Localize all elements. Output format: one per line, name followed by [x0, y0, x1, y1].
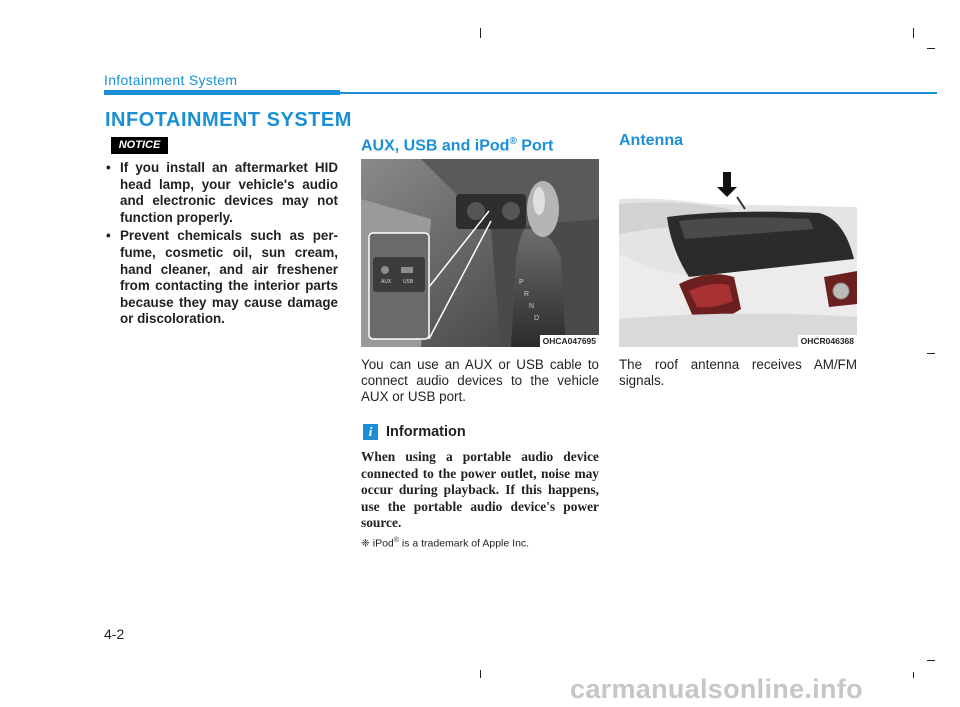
antenna-body-text: The roof antenna receives AM/FM signals. — [619, 357, 857, 388]
ipod-footnote — [361, 537, 529, 550]
footnote-mark: ❈ — [361, 537, 370, 550]
photo-code: OHCA047695 — [540, 335, 599, 347]
notice-badge: NOTICE — [111, 137, 168, 154]
crop-mark — [913, 672, 914, 678]
running-head: Infotainment System — [104, 72, 238, 88]
crop-mark — [927, 660, 935, 661]
gear-label: N — [529, 303, 535, 310]
gear-label: R — [524, 291, 530, 298]
aux-usb-heading — [361, 136, 553, 155]
gear-label: P — [519, 279, 524, 286]
crop-mark — [927, 48, 935, 49]
car-rear-photo — [619, 159, 857, 347]
car-illustration — [619, 159, 857, 347]
aux-heading-main: AUX, USB and iPod — [361, 137, 510, 155]
photo-code: OHCR046368 — [798, 335, 857, 347]
registered-mark: ® — [509, 136, 517, 147]
crop-mark — [927, 353, 935, 354]
header-rule-thin — [340, 92, 937, 94]
notice-item: • Prevent chemicals such as per-fume, cosmetic oil, sun cream, hand cleaner, and air freshener from contacting the interior parts because they may cause damage or discoloration. — [104, 228, 338, 328]
info-text: When using a portable audio device connected to the power outlet, noise may occur during playback. If this happens, use the portable audio device's power source. — [361, 449, 599, 530]
crop-mark — [480, 28, 481, 38]
notice-item: • If you install an aftermarket HID head lamp, your vehicle's audio and electronic devices may not function properly. — [104, 160, 338, 226]
console-photo — [361, 159, 599, 347]
console-illustration — [361, 159, 599, 347]
crop-mark — [913, 28, 914, 38]
aux-heading-tail: Port — [516, 137, 554, 155]
watermark: carmanualsonline.info — [570, 674, 863, 704]
footnote-reg: ® — [393, 537, 399, 544]
crop-mark — [480, 670, 481, 678]
section-title: INFOTAINMENT SYSTEM — [105, 109, 352, 131]
info-icon: i — [363, 424, 378, 440]
gear-label: D — [534, 315, 540, 322]
antenna-heading: Antenna — [619, 132, 683, 149]
aux-body-text: You can use an AUX or USB cable to connect audio devices to the vehicle AUX or USB port. — [361, 357, 599, 404]
header-rule-thick — [104, 90, 340, 95]
footnote-post: is a trademark of Apple Inc. — [398, 537, 530, 550]
page-number: 4-2 — [104, 626, 125, 642]
usb-port-label: USB — [403, 279, 414, 285]
notice-list — [104, 160, 338, 330]
info-title: Information — [386, 424, 466, 440]
aux-port-label: AUX — [381, 279, 392, 285]
footnote-pre: iPod — [369, 537, 394, 550]
